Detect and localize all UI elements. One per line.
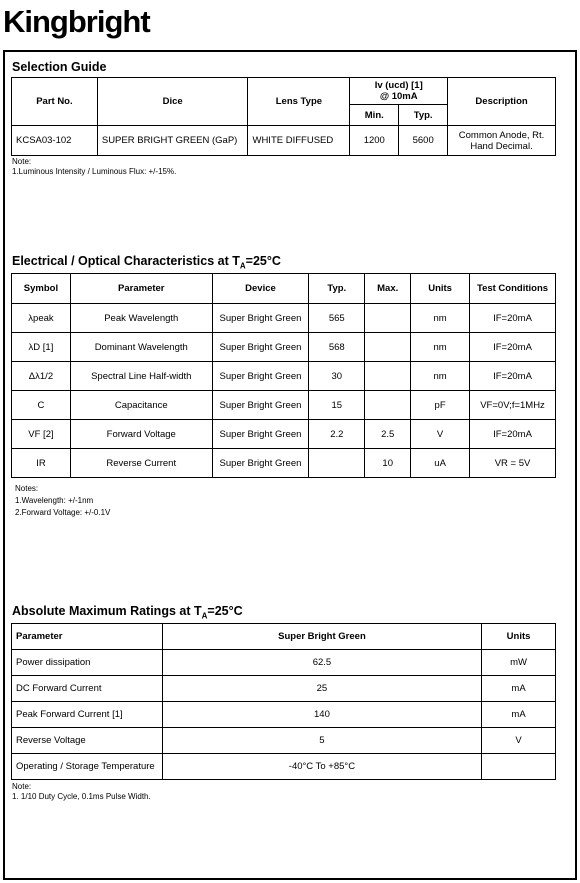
header-iv-sub: @ 10mA <box>379 91 418 102</box>
cell-max <box>365 333 411 362</box>
cell-typ: 30 <box>309 362 365 391</box>
header-units: Units <box>411 274 470 304</box>
absolute-note <box>12 782 151 802</box>
header-part-no: Part No. <box>12 78 98 126</box>
absolute-title-pre: Absolute Maximum Ratings at T <box>12 604 202 618</box>
header-parameter: Parameter <box>70 274 212 304</box>
cell-units: mA <box>482 676 556 702</box>
cell-units: nm <box>411 362 470 391</box>
cell-value: 5 <box>162 728 481 754</box>
electrical-title-sub: A <box>239 261 246 271</box>
electrical-title <box>12 254 281 271</box>
brand-logo: Kingbright <box>3 4 150 39</box>
cell-units: nm <box>411 333 470 362</box>
cell-max: 10 <box>365 449 411 478</box>
description-line-2: Hand Decimal. <box>470 140 533 152</box>
cell-symbol: C <box>12 391 71 420</box>
cell-typ: 568 <box>309 333 365 362</box>
electrical-notes-label: Notes: <box>15 484 39 493</box>
header-test-conditions: Test Conditions <box>470 274 556 304</box>
cell-units: mA <box>482 702 556 728</box>
cell-symbol: Δλ1/2 <box>12 362 71 391</box>
selection-note <box>12 157 176 177</box>
absolute-title <box>12 604 243 621</box>
table-row <box>12 420 556 449</box>
cell-device: Super Bright Green <box>212 333 309 362</box>
table-row <box>12 449 556 478</box>
cell-description <box>448 126 556 156</box>
cell-parameter: Forward Voltage <box>70 420 212 449</box>
cell-value: 62.5 <box>162 650 481 676</box>
header-max: Max. <box>365 274 411 304</box>
cell-parameter: Capacitance <box>70 391 212 420</box>
cell-typ: 565 <box>309 304 365 333</box>
cell-device: Super Bright Green <box>212 304 309 333</box>
selection-guide-table <box>11 77 556 156</box>
cell-symbol: VF [2] <box>12 420 71 449</box>
table-row <box>12 702 556 728</box>
selection-note-1: 1.Luminous Intensity / Luminous Flux: +/-15%. <box>12 167 177 176</box>
cell-units: mW <box>482 650 556 676</box>
cell-lens-type: WHITE DIFFUSED <box>248 126 350 156</box>
electrical-note-2: 2.Forward Voltage: +/-0.1V <box>15 508 111 517</box>
header-iv-label: Iv (ucd) [1] <box>374 80 423 91</box>
header-super-bright-green: Super Bright Green <box>162 624 481 650</box>
selection-note-label: Note: <box>12 157 32 166</box>
electrical-table <box>11 273 556 478</box>
table-row <box>12 754 556 780</box>
selection-guide-title: Selection Guide <box>12 60 107 74</box>
cell-units: uA <box>411 449 470 478</box>
cell-typ: 2.2 <box>309 420 365 449</box>
cell-parameter: Peak Wavelength <box>70 304 212 333</box>
description-line-1: Common Anode, Rt. <box>458 129 545 141</box>
cell-test-conditions: IF=20mA <box>470 362 556 391</box>
electrical-title-post: =25°C <box>245 254 281 268</box>
table-row <box>12 650 556 676</box>
cell-parameter: DC Forward Current <box>12 676 163 702</box>
cell-parameter: Power dissipation <box>12 650 163 676</box>
cell-units: nm <box>411 304 470 333</box>
cell-iv-typ: 5600 <box>399 126 448 156</box>
electrical-note-1: 1.Wavelength: +/-1nm <box>15 496 94 505</box>
electrical-notes <box>15 483 110 519</box>
cell-max <box>365 304 411 333</box>
table-row <box>12 391 556 420</box>
cell-test-conditions: IF=20mA <box>470 420 556 449</box>
cell-max <box>365 391 411 420</box>
table-row <box>12 333 556 362</box>
header-lens-type: Lens Type <box>248 78 350 126</box>
cell-symbol: λD [1] <box>12 333 71 362</box>
header-symbol: Symbol <box>12 274 71 304</box>
cell-max: 2.5 <box>365 420 411 449</box>
cell-value: 25 <box>162 676 481 702</box>
cell-symbol: λpeak <box>12 304 71 333</box>
header-typ: Typ. <box>309 274 365 304</box>
header-description: Description <box>448 78 556 126</box>
header-iv <box>350 78 448 105</box>
absolute-title-post: =25°C <box>207 604 243 618</box>
cell-parameter: Peak Forward Current [1] <box>12 702 163 728</box>
cell-symbol: IR <box>12 449 71 478</box>
cell-units: V <box>482 728 556 754</box>
cell-typ <box>309 449 365 478</box>
cell-test-conditions: VR = 5V <box>470 449 556 478</box>
absolute-note-label: Note: <box>12 782 32 791</box>
cell-device: Super Bright Green <box>212 449 309 478</box>
absolute-note-1: 1. 1/10 Duty Cycle, 0.1ms Pulse Width. <box>12 792 151 801</box>
absolute-title-sub: A <box>201 611 208 621</box>
cell-parameter: Dominant Wavelength <box>70 333 212 362</box>
cell-units: V <box>411 420 470 449</box>
header-units: Units <box>482 624 556 650</box>
header-typ: Typ. <box>399 105 448 126</box>
cell-units <box>482 754 556 780</box>
cell-max <box>365 362 411 391</box>
absolute-table <box>11 623 556 780</box>
table-row <box>12 676 556 702</box>
cell-test-conditions: IF=20mA <box>470 304 556 333</box>
table-row <box>12 362 556 391</box>
table-row <box>12 304 556 333</box>
header-device: Device <box>212 274 309 304</box>
cell-parameter: Operating / Storage Temperature <box>12 754 163 780</box>
header-dice: Dice <box>97 78 248 126</box>
cell-device: Super Bright Green <box>212 391 309 420</box>
cell-parameter: Spectral Line Half-width <box>70 362 212 391</box>
electrical-title-pre: Electrical / Optical Characteristics at T <box>12 254 240 268</box>
cell-dice: SUPER BRIGHT GREEN (GaP) <box>97 126 248 156</box>
cell-device: Super Bright Green <box>212 362 309 391</box>
cell-parameter: Reverse Current <box>70 449 212 478</box>
cell-value: 140 <box>162 702 481 728</box>
table-row <box>12 728 556 754</box>
cell-units: pF <box>411 391 470 420</box>
cell-typ: 15 <box>309 391 365 420</box>
cell-device: Super Bright Green <box>212 420 309 449</box>
cell-parameter: Reverse Voltage <box>12 728 163 754</box>
cell-iv-min: 1200 <box>350 126 399 156</box>
cell-part-no: KCSA03-102 <box>12 126 98 156</box>
header-min: Min. <box>350 105 399 126</box>
cell-test-conditions: VF=0V;f=1MHz <box>470 391 556 420</box>
cell-value: -40°C To +85°C <box>162 754 481 780</box>
cell-test-conditions: IF=20mA <box>470 333 556 362</box>
header-parameter: Parameter <box>12 624 163 650</box>
